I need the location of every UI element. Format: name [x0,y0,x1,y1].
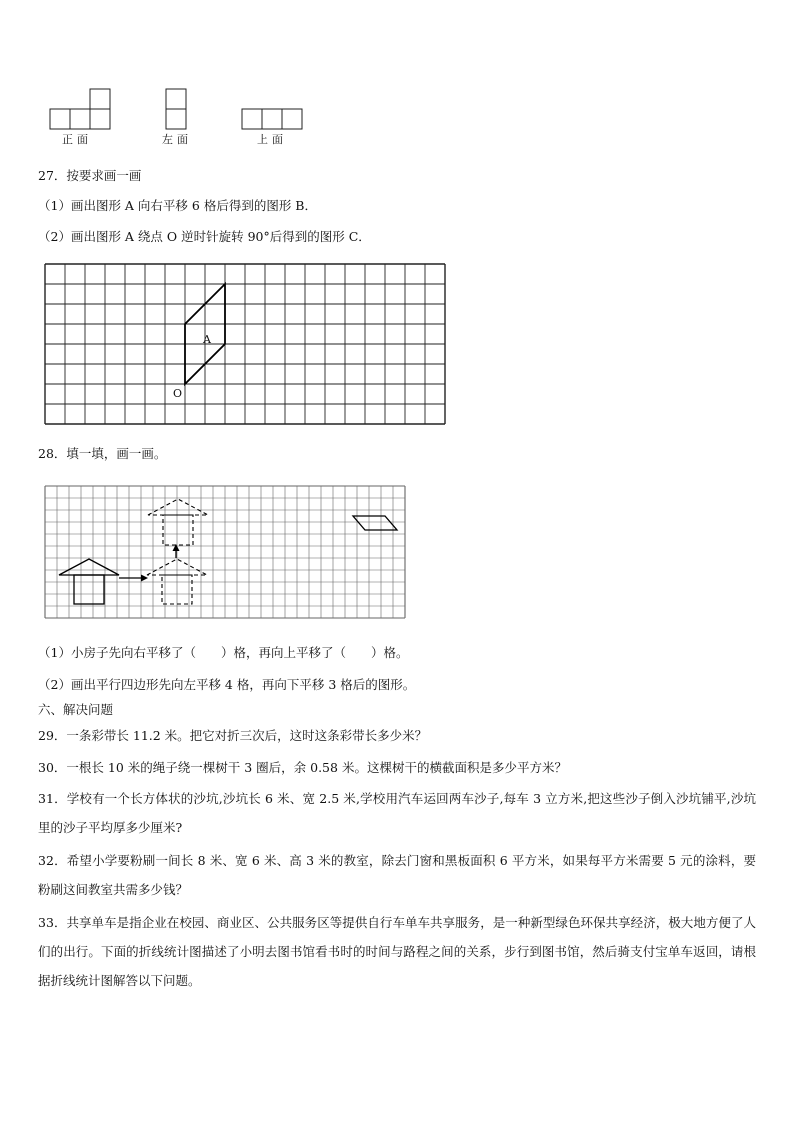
problem-30: 30．一根长 10 米的绳子绕一棵树干 3 圈后，余 0.58 米。这棵树干的横截面积是多少平方米？ [38,760,567,775]
q27-part1: （1）画出图形 A 向右平移 6 格后得到的图形 B． [38,198,317,213]
section-6-heading: 六、解决问题 [38,702,114,717]
point-o-label: O [173,387,183,400]
left-view-figure [165,88,187,130]
q28-figures [45,486,411,618]
front-view-figure [50,88,112,130]
q27-title: 27．按要求画一画 [38,168,142,183]
q28-part2: （2）画出平行四边形先向左平移 4 格，再向下平移 3 格后的图形。 [38,677,416,692]
house-original [59,559,119,604]
q28-title: 28．填一填，画一画。 [38,446,167,461]
house-translated-up [148,499,208,545]
house-translated-right [147,559,207,604]
parallelogram-small [353,516,397,530]
left-view-label: 左面 [162,133,192,146]
front-view-label: 正面 [62,133,92,146]
top-view-figure [242,108,304,130]
q27-shape-overlay [45,264,445,426]
top-view-label: 上面 [257,133,287,146]
problem-32: 32．希望小学要粉刷一间长 8 米、宽 6 米、高 3 米的教室，除去门窗和黑板面积 6 平方米，如果每平方米需要 5 元的涂料，要粉刷这间教室共需多少钱？ [38,853,756,897]
arrow-right-icon [119,575,148,582]
q28-part1: （1）小房子先向右平移了（ ）格，再向上平移了（ ）格。 [38,645,409,660]
shape-a-label: A [203,333,211,346]
problem-33: 33．共享单车是指企业在校园、商业区、公共服务区等提供自行车单车共享服务，是一种新型绿色环保共享经济，极大地方便了人们的出行。下面的折线统计图描述了小明去图书馆看书时的时间与路程之间的关系，步行到图书馆，然后骑支付宝单车返回，请根据折线统计图解答以下问题。 [38,915,756,988]
problem-29: 29．一条彩带长 11.2 米。把它对折三次后，这时这条彩带长多少米？ [38,728,428,743]
arrow-up-icon [173,544,180,558]
problem-31: 31．学校有一个长方体状的沙坑,沙坑长 6 米、宽 2.5 米,学校用汽车运回两车沙子,每车 3 立方米,把这些沙子倒入沙坑铺平,沙坑里的沙子平均厚多少厘米? [38,791,756,835]
q27-part2: （2）画出图形 A 绕点 O 逆时针旋转 90°后得到的图形 C． [38,229,371,244]
